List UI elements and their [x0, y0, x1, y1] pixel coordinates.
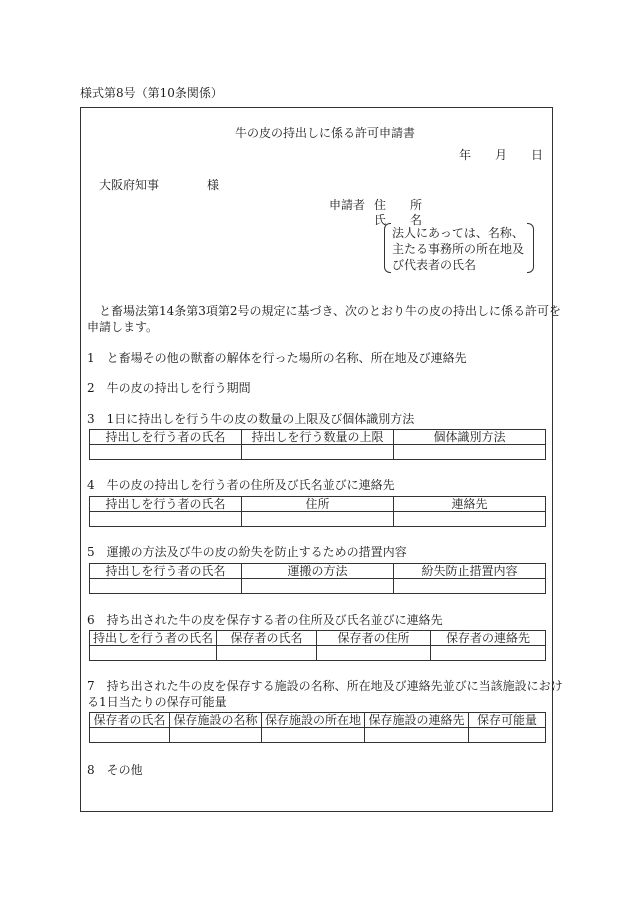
table-header-cell: 保存者の氏名	[90, 713, 170, 728]
table-header-cell: 保存者の氏名	[217, 631, 317, 646]
section-6: 6 持ち出された牛の皮を保存する者の住所及び氏名並びに連絡先	[87, 613, 443, 627]
section-7: る1日当たりの保存可能量	[87, 695, 227, 709]
table-section-7	[89, 712, 546, 743]
intro-text: 申請します。	[87, 320, 159, 334]
applicant-label: 申請者	[329, 198, 366, 212]
table-input-row	[90, 445, 546, 460]
table-header-row	[90, 430, 546, 445]
table-header-cell: 持出しを行う者の氏名	[90, 631, 217, 646]
table-header-cell: 保存可能量	[469, 713, 546, 728]
table-header-cell: 保存者の住所	[317, 631, 431, 646]
table-header-cell: 持出しを行う者の氏名	[90, 430, 242, 445]
corporation-note-line: 主たる事務所の所在地及	[392, 242, 525, 256]
form-title: 牛の皮の持出しに係る許可申請書	[235, 126, 416, 140]
table-header-cell: 保存施設の名称	[170, 713, 262, 728]
right-bracket	[527, 223, 534, 273]
table-header-row	[90, 564, 546, 579]
table-input-cell[interactable]	[242, 445, 394, 460]
section-4: 4 牛の皮の持出しを行う者の住所及び氏名並びに連絡先	[87, 478, 395, 492]
table-input-cell[interactable]	[242, 579, 394, 594]
corporation-note-line: 法人にあっては、名称、	[392, 226, 524, 240]
table-input-row	[90, 579, 546, 594]
table-header-row	[90, 497, 546, 512]
table-header-cell: 紛失防止措置内容	[394, 564, 546, 579]
table-input-cell[interactable]	[394, 579, 546, 594]
table-header-cell: 保存者の連絡先	[431, 631, 546, 646]
table-input-cell[interactable]	[90, 728, 170, 743]
section-1: 1 と畜場その他の獣畜の解体を行った場所の名称、所在地及び連絡先	[87, 351, 467, 365]
name-label: 氏 名	[374, 213, 423, 227]
table-header-cell: 保存施設の連絡先	[365, 713, 469, 728]
corporation-note-line: び代表者の氏名	[392, 258, 477, 272]
table-section-6	[89, 630, 546, 661]
table-input-cell[interactable]	[90, 646, 217, 661]
section-7: 7 持ち出された牛の皮を保存する施設の名称、所在地及び連絡先並びに当該施設におけ	[87, 679, 563, 693]
application-form	[80, 107, 563, 812]
table-input-cell[interactable]	[242, 512, 394, 527]
table-input-cell[interactable]	[469, 728, 546, 743]
form-number: 様式第8号（第10条関係）	[80, 86, 223, 100]
table-header-cell: 住所	[242, 497, 394, 512]
table-header-row	[90, 631, 546, 646]
table-input-row	[90, 728, 546, 743]
corporation-note	[384, 223, 534, 275]
section-3: 3 1日に持出しを行う牛の皮の数量の上限及び個体識別方法	[87, 412, 415, 426]
table-input-row	[90, 512, 546, 527]
table-header-cell: 連絡先	[394, 497, 546, 512]
table-input-cell[interactable]	[317, 646, 431, 661]
table-header-cell: 持出しを行う者の氏名	[90, 497, 242, 512]
table-header-cell: 運搬の方法	[242, 564, 394, 579]
left-bracket	[384, 223, 391, 273]
date-field[interactable]: 年 月 日	[459, 148, 544, 162]
addressee: 大阪府知事 様	[99, 178, 220, 192]
table-input-cell[interactable]	[431, 646, 546, 661]
table-header-cell: 持出しを行う数量の上限	[242, 430, 394, 445]
intro-text: と畜場法第14条第3項第2号の規定に基づき、次のとおり牛の皮の持出しに係る許可を	[99, 304, 562, 318]
table-header-cell: 保存施設の所在地	[262, 713, 365, 728]
table-input-cell[interactable]	[262, 728, 365, 743]
table-section-3	[89, 429, 546, 460]
section-8: 8 その他	[87, 763, 143, 777]
table-section-4	[89, 496, 546, 527]
section-2: 2 牛の皮の持出しを行う期間	[87, 381, 251, 395]
table-input-cell[interactable]	[90, 579, 242, 594]
table-header-row	[90, 713, 546, 728]
table-input-cell[interactable]	[394, 445, 546, 460]
table-header-cell: 個体識別方法	[394, 430, 546, 445]
table-input-cell[interactable]	[170, 728, 262, 743]
table-input-cell[interactable]	[394, 512, 546, 527]
address-label: 住 所	[374, 198, 423, 212]
table-input-row	[90, 646, 546, 661]
table-section-5	[89, 563, 546, 594]
table-input-cell[interactable]	[90, 512, 242, 527]
table-header-cell: 持出しを行う者の氏名	[90, 564, 242, 579]
table-input-cell[interactable]	[90, 445, 242, 460]
section-5: 5 運搬の方法及び牛の皮の紛失を防止するための措置内容	[87, 545, 407, 559]
table-input-cell[interactable]	[365, 728, 469, 743]
table-input-cell[interactable]	[217, 646, 317, 661]
